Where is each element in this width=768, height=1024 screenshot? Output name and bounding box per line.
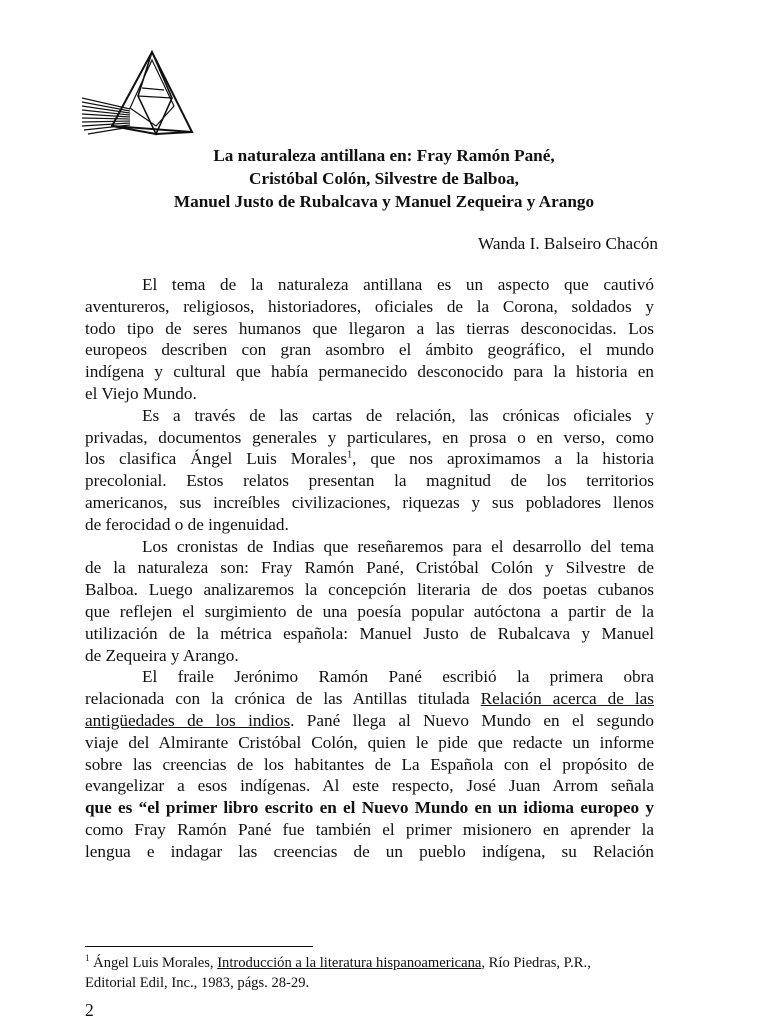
footnote-text: Ángel Luis Morales, [89, 955, 218, 971]
paragraph-text: . Pané llega al Nuevo Mundo en el segundo [290, 710, 654, 730]
paragraph-line: de la naturaleza son: Fray Ramón Pané, Cristóbal Colón y Silvestre de [85, 558, 654, 578]
book-title-underlined: antigüedades de los indios [85, 710, 291, 730]
paragraph-line [85, 710, 654, 732]
paragraph-line: de Zequeira y Arango. [85, 645, 239, 665]
paragraph-line: lengua e indagar las creencias de un pueblo indígena, su Relación [85, 841, 654, 861]
paragraph-line: privadas, documentos generales y particulares, en prosa o en verso, como [85, 427, 654, 447]
paragraph-text: , que nos aproximamos a la historia [352, 449, 654, 469]
paragraph-line [85, 448, 654, 470]
paragraph-3 [85, 536, 654, 667]
footnote-line: Editorial Edil, Inc., 1983, págs. 28-29. [85, 974, 310, 991]
paragraph-line [85, 688, 654, 710]
paragraph-line: viaje del Almirante Cristóbal Colón, quien le pide que redacte un informe [85, 732, 654, 752]
paragraph-4 [85, 666, 654, 862]
footnote-reference[interactable]: 1 [347, 449, 353, 461]
footnote-marker: 1 [85, 953, 90, 964]
paragraph-1 [85, 274, 654, 405]
footnote [85, 954, 654, 993]
paragraph-line: sobre las creencias de los habitantes de La Española con el propósito de [85, 754, 654, 774]
paragraph-line: todo tipo de seres humanos que llegaron a las tierras desconocidas. Los [85, 318, 654, 338]
paragraph-text: los clasifica Ángel Luis Morales [85, 449, 348, 469]
paragraph-line: El tema de la naturaleza antillana es un aspecto que cautivó [142, 275, 654, 294]
title-line-3: Manuel Justo de Rubalcava y Manuel Zequeira y Arango [173, 192, 595, 211]
paragraph-line: que reflejen el surgimiento de una poesía popular autóctona a partir de la [85, 601, 654, 621]
paragraph-line: evangelizar a esos indígenas. Al este respecto, José Juan Arrom señala [85, 776, 654, 796]
paragraph-line: utilización de la métrica española: Manuel Justo de Rubalcava y Manuel [85, 623, 654, 643]
paragraph-line: aventureros, religiosos, historiadores, oficiales de la Corona, soldados y [85, 296, 654, 316]
paragraph-line: como Fray Ramón Pané fue también el primer misionero en aprender la [85, 819, 654, 839]
paragraph-line: precolonial. Estos relatos presentan la magnitud de los territorios [85, 471, 654, 491]
paragraph-line: Los cronistas de Indias que reseñaremos para el desarrollo del tema [142, 536, 654, 556]
paragraph-line: de ferocidad o de ingenuidad. [85, 514, 289, 534]
paragraph-line: indígena y cultural que había permanecido desconocido para la historia en [85, 362, 654, 382]
paragraph-text: relacionada con la crónica de las Antillas titulada [85, 689, 481, 709]
footnote-line [85, 954, 654, 974]
title-line-1: La naturaleza antillana en: Fray Ramón Pané, [213, 146, 555, 165]
footnote-text: , Río Piedras, P.R., [481, 955, 591, 971]
paragraph-2 [85, 405, 654, 536]
author-name: Wanda I. Balseiro Chacón [478, 234, 658, 253]
title-line-2: Cristóbal Colón, Silvestre de Balboa, [249, 169, 519, 188]
body-text [85, 274, 654, 863]
bold-quote-line: que es “el primer libro escrito en el Nuevo Mundo en un idioma europeo y [85, 798, 654, 818]
paragraph-line: el Viejo Mundo. [85, 383, 197, 403]
paragraph-line: europeos describen con gran asombro el ámbito geográfico, el mundo [85, 340, 654, 360]
footnote-book-title: Introducción a la literatura hispanoamericana [217, 955, 482, 971]
document-title [84, 144, 684, 213]
paragraph-line: americanos, sus increíbles civilizaciones, riquezas y sus pobladores llenos [85, 492, 654, 512]
paragraph-line: Balboa. Luego analizaremos la concepción literaria de dos poetas cubanos [85, 580, 654, 600]
paragraph-line: El fraile Jerónimo Ramón Pané escribió la primera obra [142, 667, 654, 687]
pyramid-prism-logo [82, 48, 204, 140]
footnote-separator [85, 946, 313, 947]
page-number: 2 [85, 1000, 94, 1020]
book-title-underlined: Relación acerca de las [480, 689, 655, 709]
paragraph-line: Es a través de las cartas de relación, las crónicas oficiales y [142, 405, 654, 425]
